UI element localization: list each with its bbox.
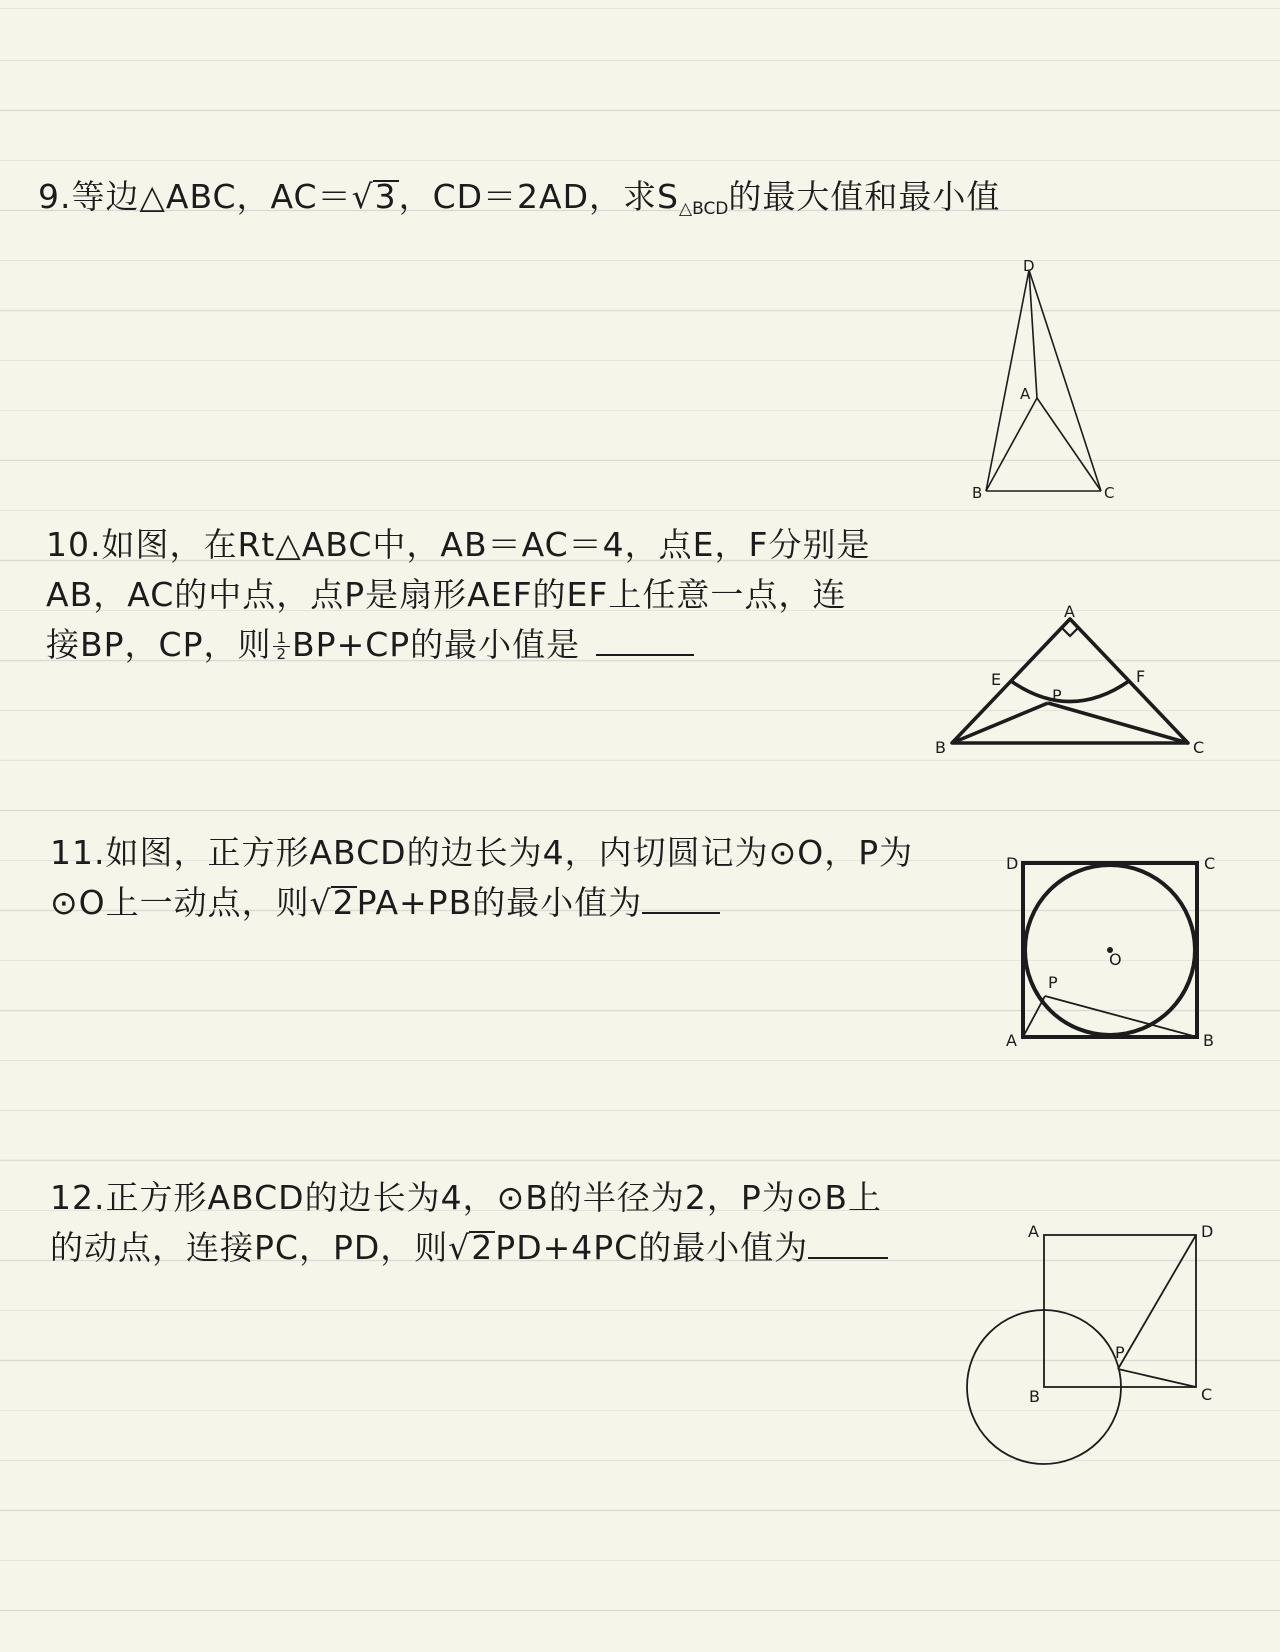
label-d: D <box>1023 257 1035 275</box>
problem-9-text <box>38 172 1000 228</box>
label-b: B <box>1203 1031 1214 1050</box>
answer-blank <box>596 624 694 656</box>
problem-10-line-1: 10.如图，在Rt△ABC中，AB＝AC＝4，点E，F分别是 <box>46 525 871 564</box>
problem-12-part-a: 的动点，连接PC，PD，则 <box>50 1228 449 1267</box>
label-c: C <box>1204 854 1216 873</box>
sqrt-symbol: √ <box>309 883 332 922</box>
problem-11-figure <box>1000 852 1230 1052</box>
label-a: A <box>1028 1222 1039 1241</box>
label-p: P <box>1048 973 1058 992</box>
label-b: B <box>1029 1387 1040 1406</box>
problem-9-part-a: 9.等边△ABC，AC＝ <box>38 177 352 216</box>
label-d: D <box>1006 854 1019 873</box>
problem-11-line-2 <box>50 878 913 928</box>
label-b: B <box>935 738 946 757</box>
sqrt-symbol: √ <box>351 177 374 216</box>
fraction-numerator: 1 <box>273 631 290 647</box>
sqrt-radicand: 3 <box>374 177 397 216</box>
problem-11-line-1: 11.如图，正方形ABCD的边长为4，内切圆记为⊙O，P为 <box>50 833 914 872</box>
half-fraction <box>273 631 290 662</box>
problem-10-part-a: 接BP，CP，则 <box>46 625 272 664</box>
problem-12-line-2 <box>50 1223 888 1273</box>
problem-10-text <box>46 520 870 670</box>
label-b: B <box>972 484 983 502</box>
problem-10-line-2: AB，AC的中点，点P是扇形AEF的EF上任意一点，连 <box>46 575 847 614</box>
problem-12-text <box>50 1173 888 1273</box>
label-a: A <box>1064 602 1075 621</box>
answer-blank <box>808 1227 888 1259</box>
label-p: P <box>1052 686 1062 705</box>
problem-11-part-a: ⊙O上一动点，则 <box>50 883 310 922</box>
label-d: D <box>1201 1222 1214 1241</box>
problem-12-line-1: 12.正方形ABCD的边长为4，⊙B的半径为2，P为⊙B上 <box>50 1178 883 1217</box>
label-p: P <box>1115 1343 1125 1362</box>
problem-9-part-c: 的最大值和最小值 <box>728 177 1001 216</box>
label-c: C <box>1193 738 1205 757</box>
label-a: A <box>1020 385 1031 403</box>
problem-11-part-b: PA+PB的最小值为 <box>356 883 643 922</box>
label-c: C <box>1104 484 1115 502</box>
problem-11-text <box>50 828 913 928</box>
label-e: E <box>991 670 1002 689</box>
problem-10-figure <box>935 602 1205 757</box>
problem-10-line-3 <box>46 620 870 670</box>
sqrt-symbol: √ <box>448 1228 471 1267</box>
sqrt-radicand: 2 <box>471 1228 494 1267</box>
label-o: O <box>1109 950 1122 969</box>
answer-blank <box>642 882 720 914</box>
label-a: A <box>1006 1031 1017 1050</box>
fraction-denominator: 2 <box>276 645 288 663</box>
problem-12-part-b: PD+4PC的最小值为 <box>495 1228 809 1267</box>
label-c: C <box>1201 1385 1213 1404</box>
label-f: F <box>1136 667 1146 686</box>
problem-10-part-b: BP+CP的最小值是 <box>292 625 581 664</box>
problem-9-figure <box>960 257 1120 502</box>
sqrt-radicand: 2 <box>332 883 355 922</box>
problem-9-part-b: ，CD＝2AD，求S <box>398 177 679 216</box>
problem-12-figure <box>955 1220 1225 1470</box>
area-subscript: △BCD <box>679 199 729 219</box>
